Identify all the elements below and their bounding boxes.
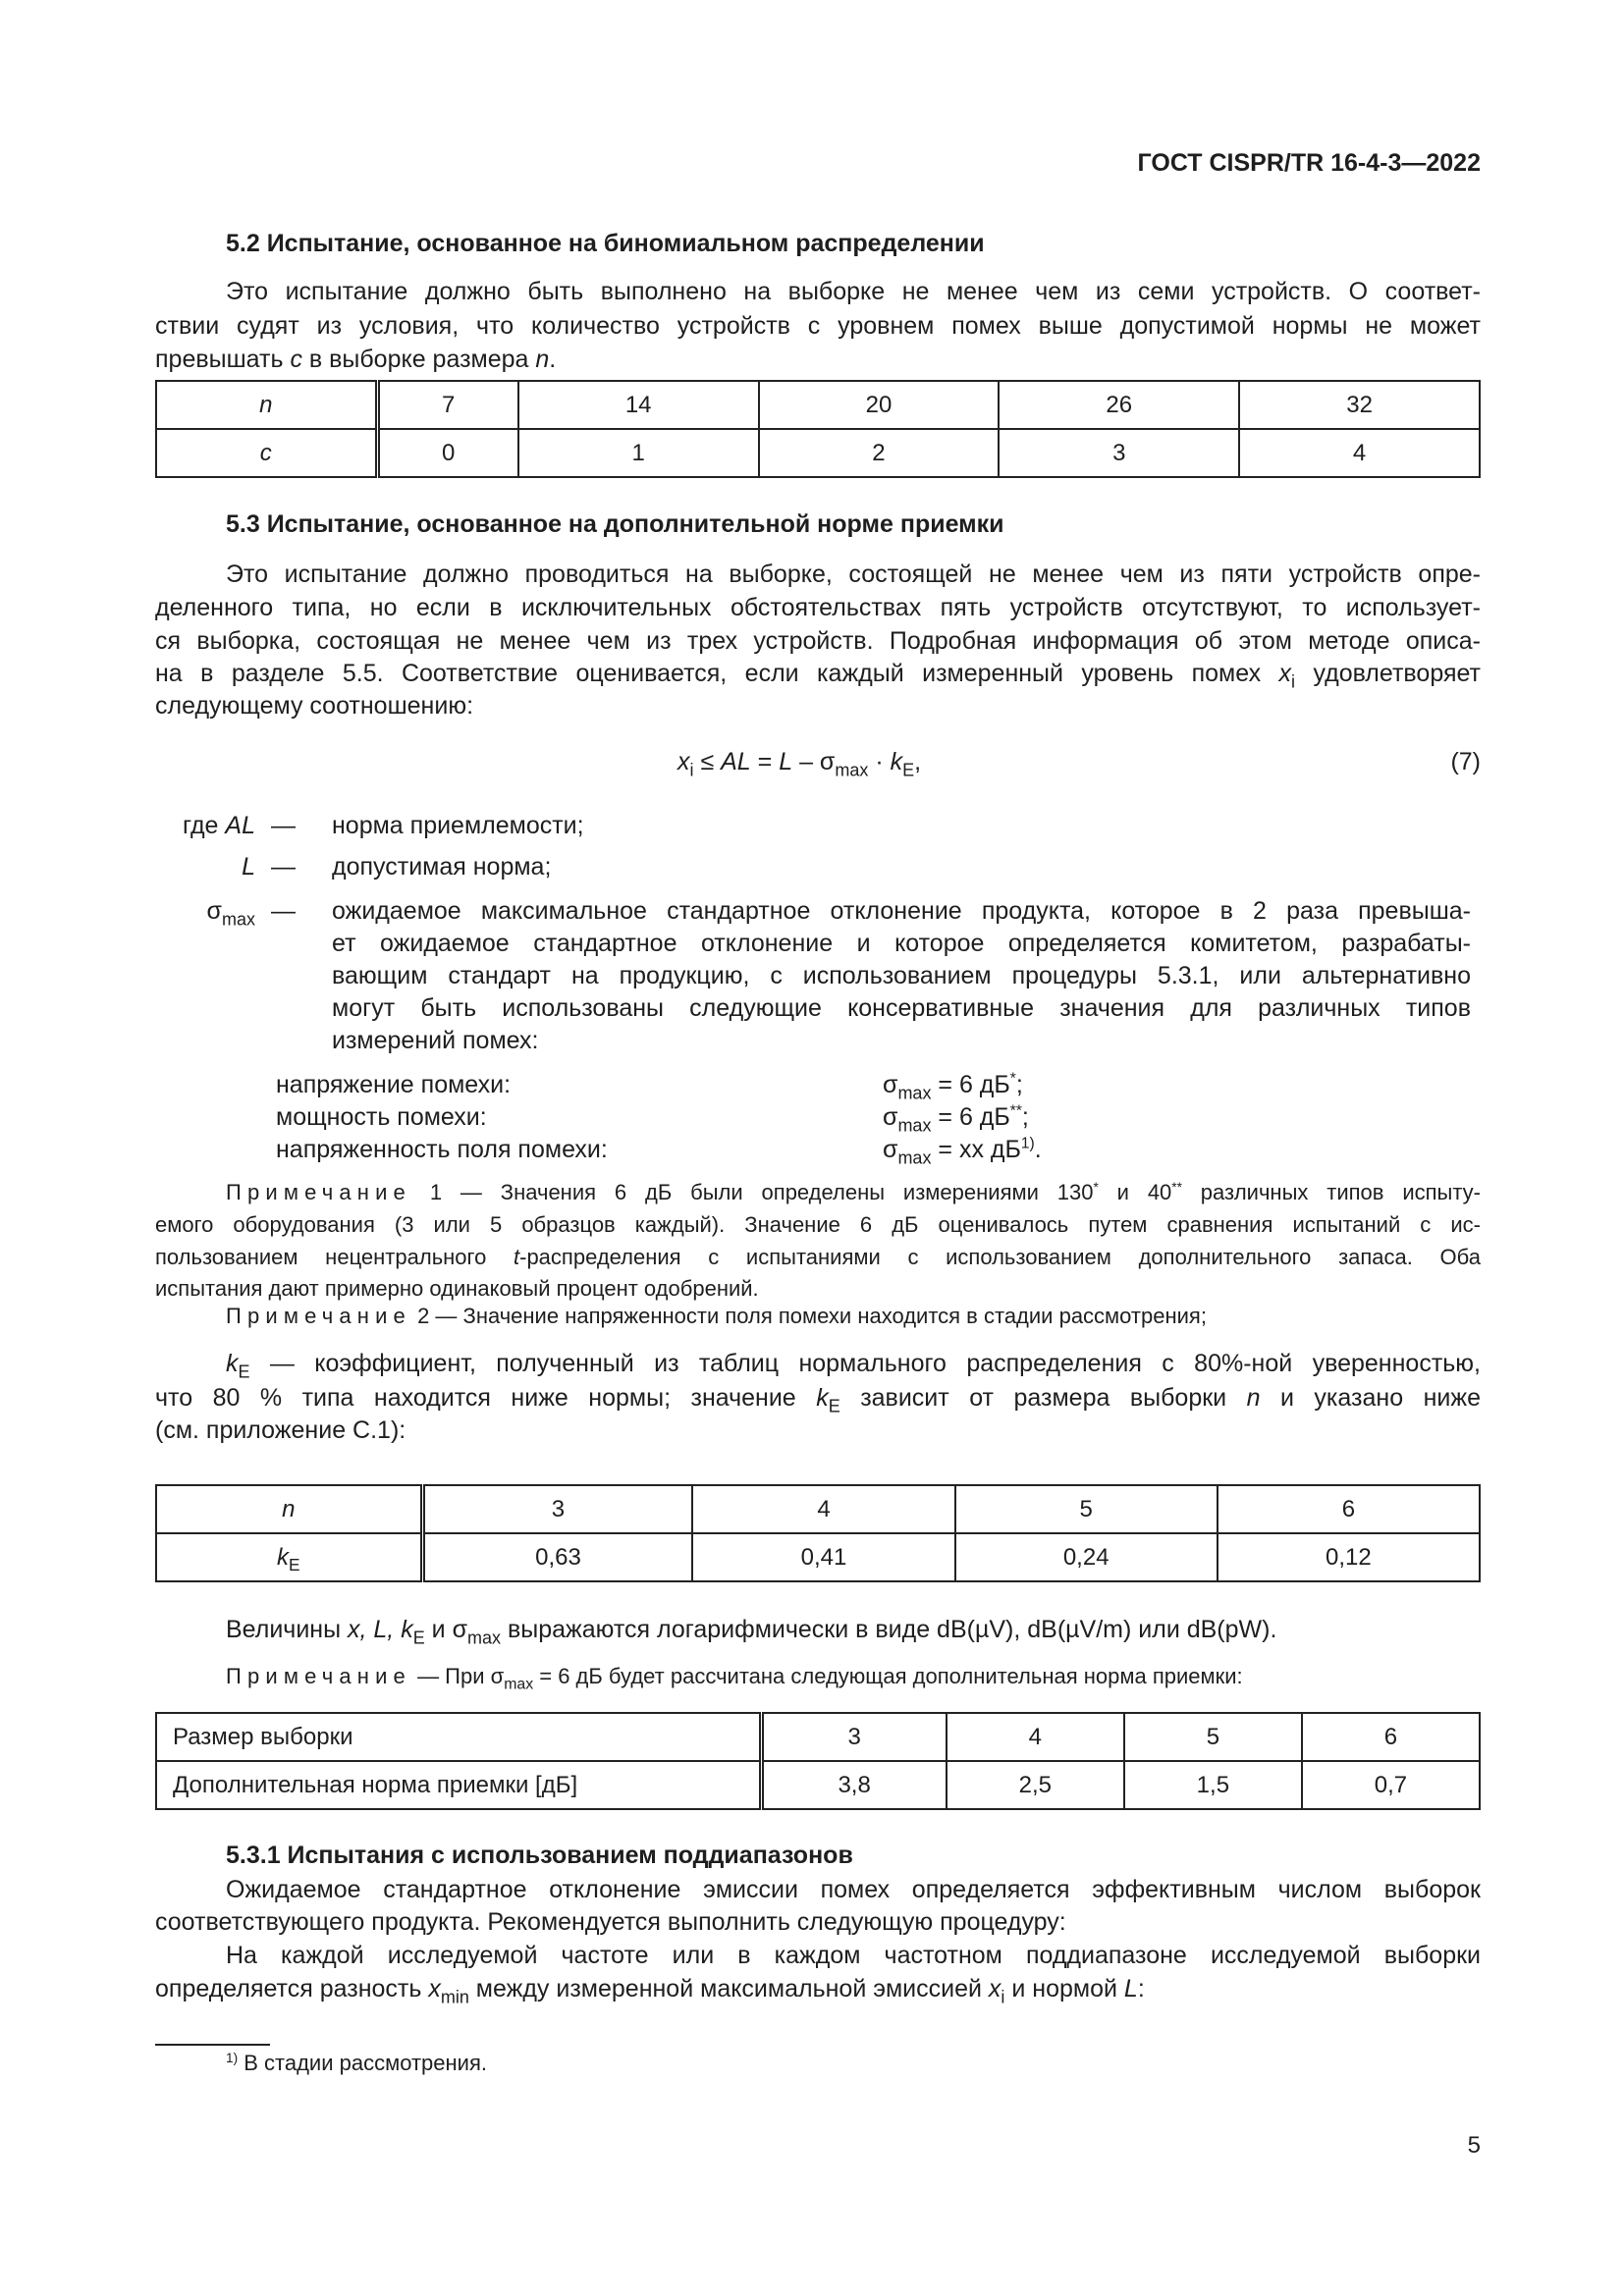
paragraph-line xyxy=(155,1905,1481,1939)
text-segment: σ xyxy=(206,897,222,925)
table-cell: 26 xyxy=(999,381,1239,429)
value-label: мощность помехи: xyxy=(276,1103,487,1131)
paragraph-line xyxy=(155,591,1481,624)
text-segment: зависит от размера выборки xyxy=(839,1384,1247,1412)
def-text-line xyxy=(332,959,1471,992)
acceptance-margin-table xyxy=(155,1712,1481,1810)
paragraph-line xyxy=(155,343,1481,376)
text-segment: Это испытание должно быть выполнено на выборке не менее чем из семи устройств. О соответ- xyxy=(226,278,1481,305)
text-segment: вающим стандарт на продукцию, с использованием процедуры 5.3.1, или альтернативно xyxy=(332,962,1471,989)
text-segment: k xyxy=(226,1350,239,1377)
text-segment: E xyxy=(238,1362,250,1382)
text-segment: k xyxy=(890,748,903,775)
text-segment: n xyxy=(535,346,550,373)
text-segment: * xyxy=(1009,1070,1016,1088)
text-segment: i xyxy=(689,760,694,780)
table-cell: 0,24 xyxy=(955,1533,1218,1581)
text-segment: ожидаемое максимальное стандартное отклонение продукта, которое в 2 раза превыша- xyxy=(332,897,1471,925)
section-heading-5-3: 5.3 Испытание, основанное на дополнительной норме приемки xyxy=(226,510,1004,538)
def-label-al xyxy=(155,809,255,842)
text-segment: i xyxy=(1001,1987,1005,2007)
text-segment: – σ xyxy=(792,748,836,775)
def-text-l: допустимая норма; xyxy=(332,853,552,881)
text-segment: = 6 дБ xyxy=(931,1103,1010,1131)
text-segment: В стадии рассмотрения. xyxy=(238,2051,487,2075)
def-text-line xyxy=(332,1024,1471,1057)
text-segment: AL xyxy=(225,812,255,839)
def-dash: — xyxy=(271,853,296,881)
text-segment: σ xyxy=(883,1136,898,1163)
table-row xyxy=(156,1761,1480,1809)
row-label-margin: Дополнительная норма приемки [дБ] xyxy=(156,1761,761,1809)
section-heading-5-2: 5.2 Испытание, основанное на биномиальном распределении xyxy=(226,230,985,257)
def-text-line xyxy=(332,894,1471,928)
text-segment: соответствующего продукта. Рекомендуется выполнить следующую процедуру: xyxy=(155,1908,1066,1936)
text-segment: · xyxy=(868,748,891,775)
text-segment: max xyxy=(835,760,869,780)
table-cell: 0,7 xyxy=(1302,1761,1480,1809)
text-segment: пользованием нецентрального xyxy=(155,1245,514,1269)
paragraph-line xyxy=(155,1414,1481,1447)
row-label-c: c xyxy=(156,429,377,477)
text-segment: max xyxy=(897,1148,932,1168)
text-segment: = 6 дБ будет рассчитана следующая дополнительная норма приемки: xyxy=(533,1664,1243,1688)
text-segment: AL xyxy=(721,748,751,775)
text-segment: . xyxy=(1034,1136,1042,1163)
ke-table xyxy=(155,1484,1481,1582)
paragraph-line xyxy=(155,624,1481,658)
text-segment: c xyxy=(290,346,302,373)
text-segment: Примечание xyxy=(226,1304,411,1328)
def-label-sigma-max xyxy=(155,894,255,928)
text-segment: E xyxy=(828,1396,840,1416)
value-label: напряженность поля помехи: xyxy=(276,1136,608,1163)
paragraph-line xyxy=(155,1347,1481,1380)
text-segment: испытания дают примерно одинаковый процент одобрений. xyxy=(155,1276,759,1301)
note-1-line xyxy=(155,1242,1481,1273)
text-segment: x xyxy=(428,1975,441,2002)
text-segment: max xyxy=(897,1115,932,1136)
table-cell: 3 xyxy=(761,1713,947,1761)
text-segment: ; xyxy=(1015,1071,1023,1098)
table-cell: 4 xyxy=(947,1713,1124,1761)
text-segment: max xyxy=(467,1628,502,1648)
text-segment: следующему соотношению: xyxy=(155,692,474,720)
table-cell: 0,41 xyxy=(692,1533,954,1581)
text-segment: в выборке размера xyxy=(301,346,536,373)
table-cell: 1 xyxy=(518,429,759,477)
document-header: ГОСТ CISPR/TR 16-4-3—2022 xyxy=(1137,149,1481,177)
note-2 xyxy=(155,1301,1481,1332)
section-heading-5-3-1: 5.3.1 Испытания с использованием поддиапазонов xyxy=(226,1842,853,1869)
table-cell: 4 xyxy=(692,1485,954,1533)
text-segment: t xyxy=(514,1245,520,1269)
text-segment: max xyxy=(504,1676,534,1693)
table-row xyxy=(156,1533,1480,1581)
value-sigma xyxy=(883,1100,1374,1134)
row-label-ke xyxy=(156,1533,422,1581)
binomial-table xyxy=(155,380,1481,478)
text-segment: max xyxy=(897,1083,932,1103)
text-segment: E xyxy=(412,1628,425,1648)
paragraph-line xyxy=(155,689,1481,722)
def-text-al: норма приемлемости; xyxy=(332,812,584,839)
text-segment: x xyxy=(1278,660,1292,687)
table-cell: 3 xyxy=(422,1485,692,1533)
text-segment: : xyxy=(1137,1975,1145,2002)
text-segment: Примечание xyxy=(226,1664,411,1688)
text-segment: min xyxy=(440,1987,469,2007)
text-segment: Это испытание должно проводиться на выборке, состоящей не менее чем из пяти устройств опре- xyxy=(226,561,1481,588)
note-1-line xyxy=(155,1177,1481,1208)
table-row xyxy=(156,429,1480,477)
text-segment: на в разделе 5.5. Соответствие оценивается, если каждый измеренный уровень помех xyxy=(155,660,1279,687)
row-label-n: n xyxy=(156,1485,422,1533)
paragraph-line xyxy=(155,1972,1481,2005)
text-segment: между измеренной максимальной эмиссией xyxy=(468,1975,989,2002)
text-segment: ≤ xyxy=(693,748,722,775)
paragraph-line xyxy=(155,1939,1481,1972)
paragraph-line xyxy=(155,657,1481,690)
text-segment: 2 — Значение напряженности поля помехи находится в стадии рассмотрения; xyxy=(410,1304,1207,1328)
text-segment: ствии судят из условия, что количество устройств с уровнем помех выше допустимой нормы не может xyxy=(155,312,1481,340)
paragraph-line xyxy=(155,1873,1481,1906)
table-cell: 0 xyxy=(377,429,518,477)
table-cell: 3 xyxy=(999,429,1239,477)
def-text-line xyxy=(332,991,1471,1025)
footnote-divider xyxy=(155,2044,270,2046)
text-segment: ** xyxy=(1009,1102,1022,1120)
text-segment: 1) xyxy=(1020,1135,1035,1152)
text-segment: , xyxy=(914,748,922,775)
text-segment: . xyxy=(549,346,557,373)
text-segment: ** xyxy=(1171,1179,1182,1195)
text-segment: -распределения с испытаниями с использованием дополнительного запаса. Оба xyxy=(519,1245,1482,1269)
def-dash: — xyxy=(271,812,296,839)
text-segment: L xyxy=(242,853,255,881)
text-segment: ся выборка, состоящая не менее чем из трех устройств. Подробная информация об этом методе описа- xyxy=(155,627,1481,655)
text-segment: различных типов испыту- xyxy=(1181,1180,1481,1204)
text-segment: и нормой xyxy=(1004,1975,1124,2002)
table-cell: 14 xyxy=(518,381,759,429)
text-segment: ет ожидаемое стандартное отклонение и которое определяется комитетом, разрабаты- xyxy=(332,930,1471,957)
text-segment: емого оборудования (3 или 5 образцов каждый). Значение 6 дБ оценивалось путем сравнения испытаний с ис- xyxy=(155,1212,1481,1237)
table-cell: 2,5 xyxy=(947,1761,1124,1809)
text-segment: max xyxy=(221,909,255,930)
text-segment: = xyxy=(750,748,780,775)
table-cell: 20 xyxy=(759,381,1000,429)
paragraph-line xyxy=(155,1381,1481,1415)
text-segment: измерений помех: xyxy=(332,1027,539,1054)
table-row xyxy=(156,1713,1480,1761)
text-segment: n xyxy=(1246,1384,1261,1412)
def-text-line xyxy=(332,927,1471,960)
table-cell: 4 xyxy=(1239,429,1480,477)
text-segment: — коэффициент, полученный из таблиц нормального распределения с 80%-ной уверенностью, xyxy=(249,1350,1481,1377)
text-segment: σ xyxy=(883,1071,898,1098)
units-statement xyxy=(155,1613,1481,1646)
text-segment: k xyxy=(816,1384,829,1412)
value-label: напряжение помехи: xyxy=(276,1071,512,1098)
text-segment: x xyxy=(988,1975,1001,2002)
paragraph-line xyxy=(155,558,1481,591)
def-dash: — xyxy=(271,897,296,925)
text-segment: На каждой исследуемой частоте или в каждом частотном поддиапазоне исследуемой выборки xyxy=(226,1942,1481,1969)
text-segment: и 40 xyxy=(1098,1180,1172,1204)
text-segment: L xyxy=(1123,1975,1138,2002)
text-segment: i xyxy=(1291,671,1296,692)
text-segment: и σ xyxy=(424,1616,468,1643)
text-segment: где xyxy=(182,812,226,839)
def-label-l xyxy=(155,850,255,883)
text-segment: x xyxy=(677,748,690,775)
table-cell: 5 xyxy=(955,1485,1218,1533)
table-cell: 0,12 xyxy=(1218,1533,1480,1581)
text-segment: Величины xyxy=(226,1616,349,1643)
note-3 xyxy=(155,1661,1481,1692)
text-segment: могут быть использованы следующие консервативные значения для различных типов xyxy=(332,994,1471,1022)
value-sigma xyxy=(883,1068,1374,1101)
text-segment: превышать xyxy=(155,346,291,373)
table-row xyxy=(156,381,1480,429)
text-segment: выражаются логарифмически в виде dB(µV), dB(µV/m) или dB(pW). xyxy=(501,1616,1277,1643)
table-cell: 32 xyxy=(1239,381,1480,429)
text-segment: = xx дБ xyxy=(931,1136,1021,1163)
text-segment: L xyxy=(779,748,793,775)
text-segment: определяется разность xyxy=(155,1975,429,2002)
text-segment: что 80 % типа находится ниже нормы; значение xyxy=(155,1384,817,1412)
table-cell: 0,63 xyxy=(422,1533,692,1581)
text-segment: ; xyxy=(1021,1103,1029,1131)
table-cell: 1,5 xyxy=(1124,1761,1302,1809)
text-segment: (см. приложение С.1): xyxy=(155,1416,406,1444)
page-number: 5 xyxy=(1467,2132,1481,2159)
text-segment: 1) xyxy=(226,2050,239,2065)
paragraph-line xyxy=(155,309,1481,343)
note-1-line xyxy=(155,1209,1481,1241)
formula-number: (7) xyxy=(1450,748,1481,775)
text-segment: 1 — Значения 6 дБ были определены измерениями 130 xyxy=(410,1180,1094,1204)
table-cell: 5 xyxy=(1124,1713,1302,1761)
text-segment: σ xyxy=(883,1103,898,1131)
footnote xyxy=(155,2048,1481,2079)
table-cell: 2 xyxy=(759,429,1000,477)
paragraph-line xyxy=(155,275,1481,308)
text-segment: удовлетворяет xyxy=(1295,660,1482,687)
text-segment: E xyxy=(288,1554,300,1575)
table-cell: 3,8 xyxy=(761,1761,947,1809)
row-label-sample-size: Размер выборки xyxy=(156,1713,761,1761)
text-segment: Ожидаемое стандартное отклонение эмиссии помех определяется эффективным числом выборок xyxy=(226,1876,1481,1903)
text-segment: k xyxy=(276,1543,289,1571)
value-sigma xyxy=(883,1133,1374,1166)
text-segment: x, L, k xyxy=(348,1616,413,1643)
text-segment: * xyxy=(1093,1179,1099,1195)
table-cell: 7 xyxy=(377,381,518,429)
text-segment: Примечание xyxy=(226,1180,411,1204)
table-row xyxy=(156,1485,1480,1533)
text-segment: и указано ниже xyxy=(1260,1384,1481,1412)
row-label-n: n xyxy=(156,381,377,429)
table-cell: 6 xyxy=(1302,1713,1480,1761)
text-segment: деленного типа, но если в исключительных обстоятельствах пять устройств отсутствуют, то использует- xyxy=(155,594,1481,621)
text-segment: — При σ xyxy=(410,1664,505,1688)
table-cell: 6 xyxy=(1218,1485,1480,1533)
text-segment: = 6 дБ xyxy=(931,1071,1010,1098)
text-segment: E xyxy=(902,760,915,780)
